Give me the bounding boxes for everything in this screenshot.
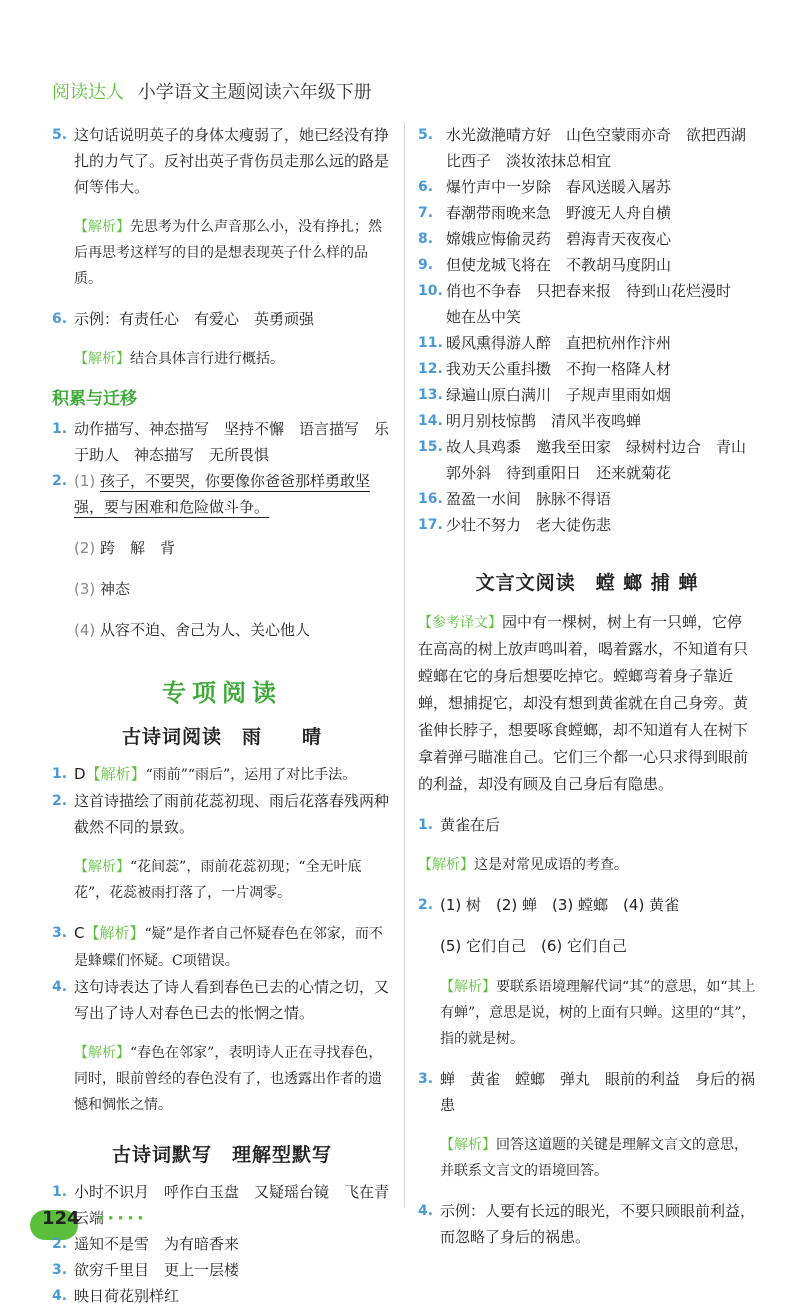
left-column [52, 122, 392, 1309]
answer-item: 4. 示例：人要有长远的眼光，不要只顾眼前利益，而忽略了身后的祸患。 [418, 1202, 756, 1246]
analysis-note: 【解析】这是对常见成语的考查。 [418, 857, 628, 873]
running-header [52, 78, 372, 104]
answer-item: 1. 黄雀在后 [418, 816, 501, 834]
analysis-note: 【解析】要联系语境理解代词“其”的意思，如“其上有蝉”，意思是说，树的上面有只蝉。这里的“其”，指的就是树。 [440, 979, 756, 1047]
poem-answer-item: 6. 爆竹声中一岁除 春风送暖入屠苏 [418, 178, 672, 196]
answer-item: 3. 欲穷千里目 更上一层楼 [52, 1261, 240, 1279]
right-column [418, 122, 756, 1250]
page-number: 124 ····· [38, 1208, 147, 1229]
poem-answer-item: 11. 暖风熏得游人醉 直把杭州作汴州 [418, 334, 672, 352]
analysis-note: 【解析】结合具体言行进行概括。 [74, 351, 284, 367]
answer-item: 4. 映日荷花别样红 [52, 1287, 180, 1305]
poem-answer-item: 15. 故人具鸡黍 邀我至田家 绿树村边合 青山郭外斜 待到重阳日 还来就菊花 [418, 438, 747, 482]
answer-item: 4. 这句诗表达了诗人看到春色已去的心情之切，又写出了诗人对春色已去的怅惘之情。 [52, 978, 390, 1022]
answer-item: 2. 这首诗描绘了雨前花蕊初现、雨后花落春残两种截然不同的景致。 [52, 792, 390, 836]
answer-item: 3. 蝉 黄雀 螳螂 弹丸 眼前的利益 身后的祸患 [418, 1070, 756, 1114]
answer-item: 1. 小时不识月 呼作白玉盘 又疑瑶台镜 飞在青云端 [52, 1183, 390, 1227]
book-brand: 阅读达人 [52, 82, 124, 103]
sub-answer: (2) 跨 解 背 [74, 539, 176, 557]
answer-item: 5. 这句话说明英子的身体太瘦弱了，她已经没有挣扎的力气了。反衬出英子背伤员走那么远的路是何等伟大。 [52, 126, 390, 196]
special-reading-title: 专项阅读 [162, 679, 282, 707]
answer-item: 6. 示例：有责任心 有爱心 英勇顽强 [52, 310, 315, 328]
poem-answer-item: 16. 盈盈一水间 脉脉不得语 [418, 490, 612, 508]
poem-answer-item: 14. 明月别枝惊鹊 清风半夜鸣蝉 [418, 412, 642, 430]
section-heading-accumulation: 积累与迁移 [52, 389, 137, 409]
section-title-classical-chinese: 文言文阅读 螳 螂 捕 蝉 [475, 572, 699, 594]
poem-answer-item: 13. 绿遍山原白满川 子规声里雨如烟 [418, 386, 672, 404]
analysis-note: 【解析】“花间蕊”，雨前花蕊初现；“全无叶底花”，花蕊被雨打落了，一片凋零。 [74, 859, 362, 901]
reference-translation: 【参考译文】园中有一棵树，树上有一只蝉，它停在高高的树上放声鸣叫着，喝着露水，不知道有只螳螂在它的身后想要吃掉它。螳螂弯着身子靠近蝉，想捕捉它，却没有想到黄雀就在自己身旁。黄雀伸长脖子，想要啄食螳螂，却不知道有人在树下拿着弹弓瞄准自己。它们三个都一心只求得到眼前的利益，却没有顾及自己身后有隐患。 [418, 613, 749, 793]
analysis-note: 【解析】“春色在邻家”，表明诗人正在寻找春色，同时，眼前曾经的春色没有了，也透露出作者的遗憾和惆怅之情。 [74, 1045, 383, 1113]
poem-answer-list [418, 122, 756, 538]
poem-answer-item: 10. 俏也不争春 只把春来报 待到山花烂漫时 她在丛中笑 [418, 282, 747, 326]
poem-answer-item: 9. 但使龙城飞将在 不教胡马度阴山 [418, 256, 672, 274]
section-title-poem-rain: 古诗词阅读 雨 晴 [121, 726, 322, 748]
poem-answer-item: 8. 嫦娥应悔偷灵药 碧海青天夜夜心 [418, 230, 672, 248]
answer-item: 2. (1) 孩子，不要哭，你要像你爸爸那样勇敢坚强，要与困难和危险做斗争。 [52, 472, 371, 516]
answer-item: 1. 动作描写、神态描写 坚持不懈 语言描写 乐于助人 神态描写 无所畏惧 [52, 420, 390, 464]
answer-item: 1. D【解析】“雨前”“雨后”，运用了对比手法。 [52, 765, 357, 783]
sub-answer: (5) 它们自己 (6) 它们自己 [440, 937, 628, 955]
poem-answer-item: 17. 少壮不努力 老大徒伤悲 [418, 516, 612, 534]
answer-item: 3. C【解析】“疑”是作者自己怀疑春色在邻家，而不是蜂蝶们怀疑。C项错误。 [52, 924, 383, 969]
answer-item: 2. 遥知不是雪 为有暗香来 [52, 1235, 240, 1253]
analysis-note: 【解析】先思考为什么声音那么小，没有挣扎；然后再思考这样写的目的是想表现英子什么样的品质。 [74, 219, 382, 287]
poem-answer-item: 7. 春潮带雨晚来急 野渡无人舟自横 [418, 204, 672, 222]
analysis-note: 【解析】回答这道题的关键是理解文言文的意思，并联系文言文的语境回答。 [440, 1137, 748, 1179]
sub-answer: (3) 神态 [74, 580, 131, 598]
column-divider [404, 122, 405, 1207]
answer-item: 2. (1) 树 (2) 蝉 (3) 螳螂 (4) 黄雀 [418, 896, 680, 914]
poem-answer-item: 5. 水光潋滟晴方好 山色空蒙雨亦奇 欲把西湖比西子 淡妆浓抹总相宜 [418, 126, 747, 170]
sub-answer: (4) 从容不迫、舍己为人、关心他人 [74, 621, 311, 639]
section-title-poem-dictation: 古诗词默写 理解型默写 [111, 1144, 332, 1166]
book-subtitle: 小学语文主题阅读六年级下册 [137, 82, 372, 103]
poem-answer-item: 12. 我劝天公重抖擞 不拘一格降人材 [418, 360, 672, 378]
